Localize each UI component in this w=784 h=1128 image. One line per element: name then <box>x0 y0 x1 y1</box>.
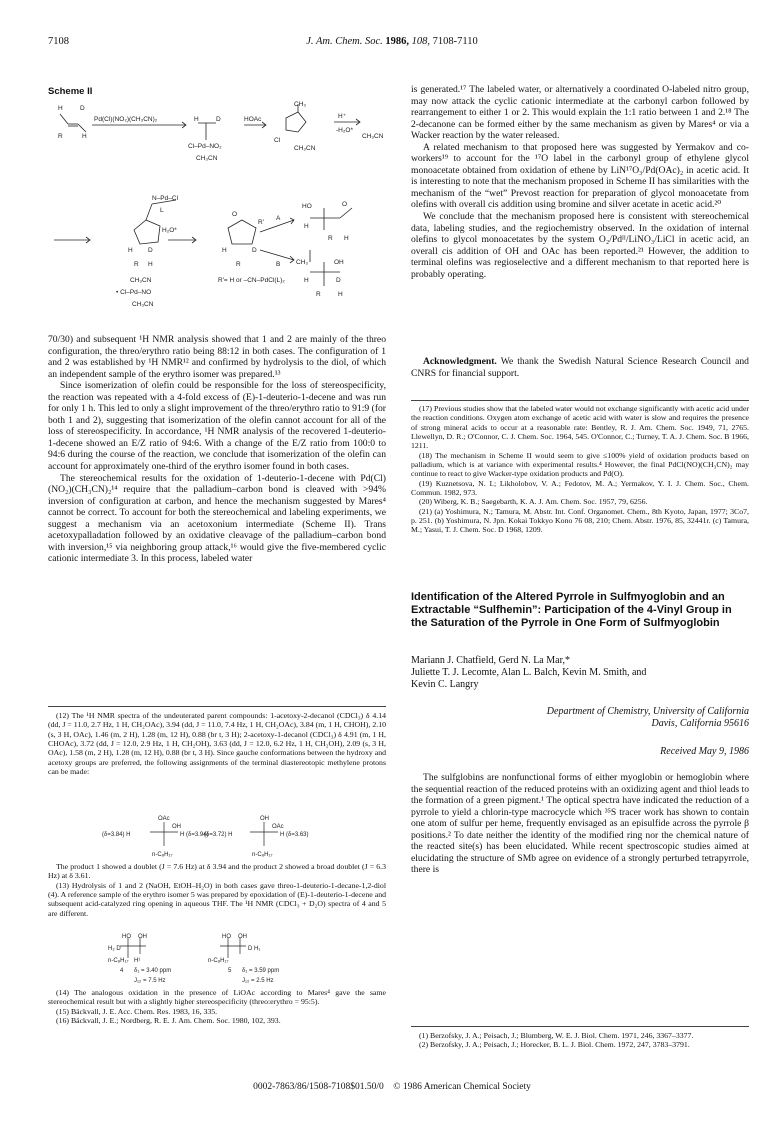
author-line: Mariann J. Chatfield, Gerd N. La Mar,* <box>411 655 570 666</box>
reaction-arrow <box>260 250 294 260</box>
struct-label: n-C₈H₁₇ <box>252 852 273 858</box>
atom-label: H <box>222 247 227 254</box>
struct-label: OAc <box>272 824 284 830</box>
struct-label: HO <box>122 934 131 940</box>
affiliation-line: Davis, California 95616 <box>651 718 749 729</box>
article-abstract <box>411 772 749 876</box>
article-footnotes <box>411 1031 749 1050</box>
ligand-label: CH₃CN <box>130 277 152 284</box>
scheme-label: Scheme II <box>48 86 93 97</box>
pd-label: • Cl–Pd–NO <box>116 289 152 296</box>
right-footnotes <box>411 404 749 535</box>
struct-label: OH <box>238 934 247 940</box>
ligand-label: CH₃CN <box>362 133 384 140</box>
author-line: Juliette T. J. Lecomte, Alan L. Balch, Kevin M. Smith, and <box>411 667 647 678</box>
journal-name: J. Am. Chem. Soc. <box>306 36 383 47</box>
atom-label: H <box>304 223 309 230</box>
struct-label: (δ=3.72) H <box>204 832 233 838</box>
reagent-hoac: HOAc <box>244 116 262 123</box>
body-paragraph: Since isomerization of olefin could be responsible for the loss of stereospecificity, the reaction was repeated with a 4-fold excess of (E)-1-deuterio-1-decene and was run for only 1 h. This led to only a slight improvement of the threo/erythro ratio to 91:9 (for both 1 and 2), suggesting that isomerization of the olefin cannot account for all of the loss of stereospecificity. In accordance, ¹H NMR analysis of the recovered 1-deuterio-1-decene showed an E/Z ratio of 94:6. With a change of the E/Z ratio from 100:0 to 94:6 during the course of the reaction, we conclude that isomerization of the olefin can account for approximately one-third of the erythro isomer found in both cases. <box>48 380 386 473</box>
struct-label: H (δ=3.63) <box>280 832 309 838</box>
struct-label: n-C₈H₁₇ <box>152 852 173 858</box>
ring-structure <box>228 220 256 244</box>
article-code: 0002-7863/86/1508-7108$01.50/0 <box>253 1082 384 1092</box>
ring-structure <box>134 220 160 244</box>
body-paragraph: The stereochemical results for the oxidation of 1-deuterio-1-decene with Pd(Cl)(NO₂)(CH₃CN)₂¹⁴ require that the palladium–carbon bond is cleaved with >94% inversion of configuration at carbon, and hence the mechanism suggested by Mares⁴ cannot be correct. To account for both the stereochemical and labeling experiments, we suggest a mechanism via an acetoxonium intermediate (Scheme II). Trans acetoxypalladation followed by an oxidative cleavage of the palladium–carbon bond with inversion,¹⁵ via neighboring group attack,¹⁶ would give the five-membered cyclic cationic intermediate 3. In this process, labeled water <box>48 472 386 565</box>
r-definition: R'= H or –CN–PdCl(L)₂ <box>218 277 285 284</box>
acknowledgment <box>411 356 749 379</box>
atom-label: H <box>82 133 87 140</box>
atom-label: D <box>336 277 341 284</box>
struct-label: D H₁ <box>248 946 261 952</box>
compound-5-shift: δ₁ = 3.59 ppm <box>242 968 280 974</box>
path-label-b: B <box>276 261 281 268</box>
atom-label: H <box>128 247 133 254</box>
struct-label: OAc <box>158 816 170 822</box>
ligand-label: CH₃CN <box>132 301 154 308</box>
article-affiliation <box>411 706 749 730</box>
author-line: Kevin C. Langry <box>411 679 479 690</box>
struct-label: (δ=3.84) H <box>102 832 131 838</box>
article-authors <box>411 655 749 691</box>
atom-label: H <box>58 105 63 112</box>
left-footnotes <box>48 711 386 776</box>
atom-label: R <box>236 261 241 268</box>
atom-label: H <box>194 116 199 123</box>
footnote-17: (17) Previous studies show that the labeled water would not exchange significantly with acetic acid under the reaction conditions. Oxygen atom exchange of acetic acid with water is slow and requires the presence of strong mineral acids to occur at a reasonable rate: Bentley, R. J. Am. Chem. Soc. 1949, 71, 2765. Llewellyn, D. R.; O'Connor, C. J. Chem. Soc. 1964, 545. O'Connor, C.; Turney, T. A. J. Chem. Soc. B 1966, 1211. <box>411 404 749 451</box>
article-title: Identification of the Altered Pyrrole in Sulfmyoglobin and an Extractable “Sulfhemin”: Participation of the 4-Vinyl Group in the Saturation of the Pyrrole in One Form of Sulfmyoglobin <box>411 591 732 630</box>
bond-line <box>60 114 68 124</box>
methyl-label: CH₃ <box>294 101 307 108</box>
compound-4-shift: δ₁ = 3.40 ppm <box>134 968 172 974</box>
atom-label: OH <box>334 259 344 266</box>
atom-label: H <box>338 291 343 298</box>
footnote-rule <box>411 1026 749 1027</box>
struct-label: n-C₈H₁₇ <box>208 958 229 964</box>
left-footnotes-cont <box>48 862 386 918</box>
atom-label: R' <box>258 219 264 226</box>
struct-label: n-C₈H₁₇ <box>108 958 129 964</box>
left-column-body <box>48 334 386 565</box>
body-paragraph: is generated.¹⁷ The labeled water, or alternatively a coordinated O-labeled nitro group, may now attack the cyclic cationic intermediate at the carbonyl carbon followed by rearrangement to either 1 or 2. This would explain the 1:1 ratio between 1 and 2.¹⁸ The 2-decanone can be formed either by the same mechanism as given by Mares⁴ or via a Wacker reaction by the water released. <box>411 84 749 142</box>
struct-label: H₂ D <box>108 946 121 952</box>
struct-label: OH <box>172 824 181 830</box>
ring-structure <box>286 112 306 132</box>
footnote-21: (21) (a) Yoshimura, N.; Tamura, M. Abstr. Int. Conf. Organomet. Chem., 8th Kyoto, Japan, 1977; 3Co7, p. 251. (b) Yoshimura, N. Jpn. Kokai Tokkyo Kono 76 08, 210; Chem. Abstr. 1976, 85, 32441r. (c) Tamura, M.; Yasui, T. J. Chem. Soc. D 1968, 1209. <box>411 506 749 535</box>
scheme-ii-diagram <box>48 100 386 325</box>
water-label: H₂O* <box>162 227 177 234</box>
compound-5-coupling: J₁₂ = 2.5 Hz <box>242 978 274 984</box>
journal-pages: 7108-7110 <box>432 36 478 47</box>
atom-label: R <box>316 291 321 298</box>
diastereotopic-structures <box>100 812 340 860</box>
abstract-paragraph: The sulfglobins are nonfunctional forms of either myoglobin or hemoglobin where the sequential reaction of the reduced proteins with an oxidizing agent and thiol leads to the formation of a green pigment.¹ The optical spectra have indicated the reduction of a pyrrole to yield a chlorin-type macrocycle which ³⁵S tracer work has shown to contain one atom of sulfur per heme, frequently envisaged as an episulfide across the pyrrole β positions.² To date neither the identity of the modified ring nor the chemical nature of the reacted site(s) has been elucidated. While recent spectroscopic studies aimed at elucidating the structure of SMb agree on evidence of a strongly perturbed tetrapyrrole, there is <box>411 772 749 876</box>
diol-structures <box>100 932 340 984</box>
body-paragraph: We conclude that the mechanism proposed here is consistent with stereochemical data, labeling studies, and the regiochemistry observed. In the oxidation of internal olefins to glycol monoacetates by the system O₂/Pdᴵᴵ/LiNO₃/LiCl in acetic acid, an overall cis addition of OH and OAc has been reported.²¹ However, the addition to terminal olefins was regioselective and a different mechanism to that reported here is probably operating. <box>411 211 749 280</box>
compound-5: 5 <box>228 968 232 974</box>
atom-label: H <box>148 261 153 268</box>
footnote-2: (2) Berzofsky, J. A.; Peisach, J.; Horecker, B. L. J. Biol. Chem. 1972, 247, 3783–3791. <box>419 1040 690 1050</box>
copyright: © 1986 American Chemical Society <box>393 1082 531 1092</box>
pd-label: Cl–Pd–NO₂ <box>188 143 222 150</box>
ligand-label: CH₃CN <box>196 155 218 162</box>
footnote-rule <box>48 706 386 707</box>
atom-label: D <box>148 247 153 254</box>
compound-4-coupling: J₁₂ = 7.5 Hz <box>134 978 166 984</box>
proton-label: H⁺ <box>338 113 347 120</box>
footnote-18: (18) The mechanism in Scheme II would seem to give ≤100% yield of oxidation products based on palladium, which is at variance with experimental results.⁴ However, the final PdCl(NO)(CH₃CN)₂ may continue to react to give Wacker-type oxidation products and Pd(O). <box>411 450 749 479</box>
footnote-14: (14) The analogous oxidation in the presence of LiOAc according to Mares⁴ gave the same stereochemical result but with a slightly higher stereospecificity (threo:erythro = 95:5). <box>48 988 386 1007</box>
bond-line <box>146 204 152 220</box>
footnote-1: (1) Berzofsky, J. A.; Peisach, J.; Blumberg, W. E. J. Biol. Chem. 1971, 246, 3367–3377. <box>419 1031 694 1040</box>
atom-label: D <box>252 247 257 254</box>
path-label-a: A <box>276 215 281 222</box>
struct-label: OH <box>138 934 147 940</box>
atom-label: R <box>134 261 139 268</box>
acknowledgment-text: We thank the Swedish Natural Science Research Council and CNRS for financial support. <box>411 356 749 379</box>
right-column-body <box>411 84 749 280</box>
footnote-15: (15) Bäckvall, J. E. Acc. Chem. Res. 1983, 16, 335. <box>56 1006 218 1016</box>
struct-label: OH <box>260 816 269 822</box>
footnote-19: (19) Kuznetsova, N. I.; Likholobov, V. A.; Fedotov, M. A.; Yermakov, Y. I. J. Chem. Soc., Chem. Commun. 1982, 973. <box>411 478 749 498</box>
atom-label: R <box>58 133 63 140</box>
footnote-rule <box>411 400 749 401</box>
atom-label: D <box>216 116 221 123</box>
footnote-13: (13) Hydrolysis of 1 and 2 (NaOH, EtOH–H₂O) in both cases gave threo-1-deuterio-1-decane-1,2-diol (4). A reference sample of the erythro isomer 5 was prepared by epoxidation of (E)-1-deuterio-1-decene and subsequent acid-catalyzed ring opening in aqueous THF. The ¹H NMR (CDCl₃ + D₂O) spectra of 4 and 5 are different. <box>48 880 386 918</box>
ligand-label: CH₃CN <box>294 145 316 152</box>
atom-label: D <box>80 105 85 112</box>
journal-year: 1986, <box>385 36 409 47</box>
atom-label: H <box>304 277 309 284</box>
struct-label: H (δ=3.94) <box>180 832 209 838</box>
compound-4: 4 <box>120 968 124 974</box>
footnote-20: (20) Wiberg, K. B.; Saegebarth, K. A. J. Am. Chem. Soc. 1957, 79, 6256. <box>419 497 648 507</box>
methyl-label: CH₃ <box>296 259 309 266</box>
reagent-label: Pd(Cl)(NO₂)(CH₃CN)₂ <box>94 116 158 123</box>
pd-label: Cl <box>274 137 281 144</box>
affiliation-line: Department of Chemistry, University of California <box>546 706 749 717</box>
received-date: Received May 9, 1986 <box>660 746 749 757</box>
atom-label: O <box>342 201 348 208</box>
atom-label: H <box>344 235 349 242</box>
atom-label: O <box>232 211 238 218</box>
bond-line <box>78 124 86 132</box>
acknowledgment-heading: Acknowledgment. <box>423 356 497 367</box>
journal-volume: 108, <box>411 36 430 47</box>
struct-label: HO <box>222 934 231 940</box>
atom-label: L <box>160 207 164 214</box>
body-paragraph: A related mechanism to that proposed here was suggested by Yermakov and co-workers¹⁹ to account for the ¹⁷O label in the carbonyl group of ethylene glycol monoacetate obtained from oxidation of ethene by LiN¹⁷O₃/Pd(OAc)₂ in acetic acid. It is interesting to note that the mechanism proposed in Scheme II has similarities with the mechanism of the “wet” Prevost reaction for preparation of glycol monoacetate from olefins with overall cis addition using bromine and silver acetate in acetic acid.²⁰ <box>411 141 749 211</box>
footnote-12-tail: The product 1 showed a doublet (J = 7.6 Hz) at δ 3.94 and the product 2 showed a broad doublet (J = 6.3 Hz) at δ 3.61. <box>48 862 386 881</box>
running-header <box>200 36 584 47</box>
water-loss-label: -H₂O* <box>336 127 353 134</box>
body-paragraph: 70/30) and subsequent ¹H NMR analysis showed that 1 and 2 are mainly of the threo configuration, the threo/erythro ratio being 88:12 in both cases. The configuration of 1 and 2 was established by ¹H NMR¹² and confirmed by hydrolysis to the diol, of which an independent sample of the erythro isomer was prepared.¹³ <box>48 334 386 380</box>
pd-label: N–Pd–Cl <box>152 195 179 202</box>
page-footer <box>0 1082 784 1092</box>
page-number: 7108 <box>48 36 69 47</box>
footnote-16: (16) Bäckvall, J. E.; Nordberg, R. E. J. Am. Chem. Soc. 1980, 102, 393. <box>56 1016 281 1026</box>
footnote-12: (12) The ¹H NMR spectra of the undeuterated parent compounds: 1-acetoxy-2-decanol (CDCl₃) δ 4.14 (dd, J = 11.0, 2.7 Hz, 1 H, CH₂OAc), 3.94 (dd, J = 11.0, 7.4 Hz, 1 H, CH₂OAc), 3.84 (m, 1 H, CHOH), 2.10 (s, 3 H, OAc), 1.46 (m, 2 H), 1.28 (m, 12 H), 0.88 (br t, 3 H); 2-acetoxy-1-decanol (CDCl₃) δ 4.91 (m, 1 H, CHOAc), 3.72 (dd, J = 12.0, 2.9 Hz, 1 H, CH₂OH), 3.63 (dd, J = 12.0, 6.2 Hz, 1 H, CH₂OH), 2.09 (s, 3 H, OAc), 1.58 (m, 2 H), 1.28 (m, 12 H), 0.88 (br t, 3 H). Since gauche conformations between the hydroxy and acetoxy groups are preferred, the following assignments of the terminal diastereotopic methylene protons can be made: <box>48 711 386 777</box>
struct-label: H¹ <box>134 958 141 964</box>
bond-line <box>340 208 352 218</box>
atom-label: R <box>328 235 333 242</box>
atom-label: HO <box>302 203 312 210</box>
left-footnotes-end <box>48 988 386 1025</box>
